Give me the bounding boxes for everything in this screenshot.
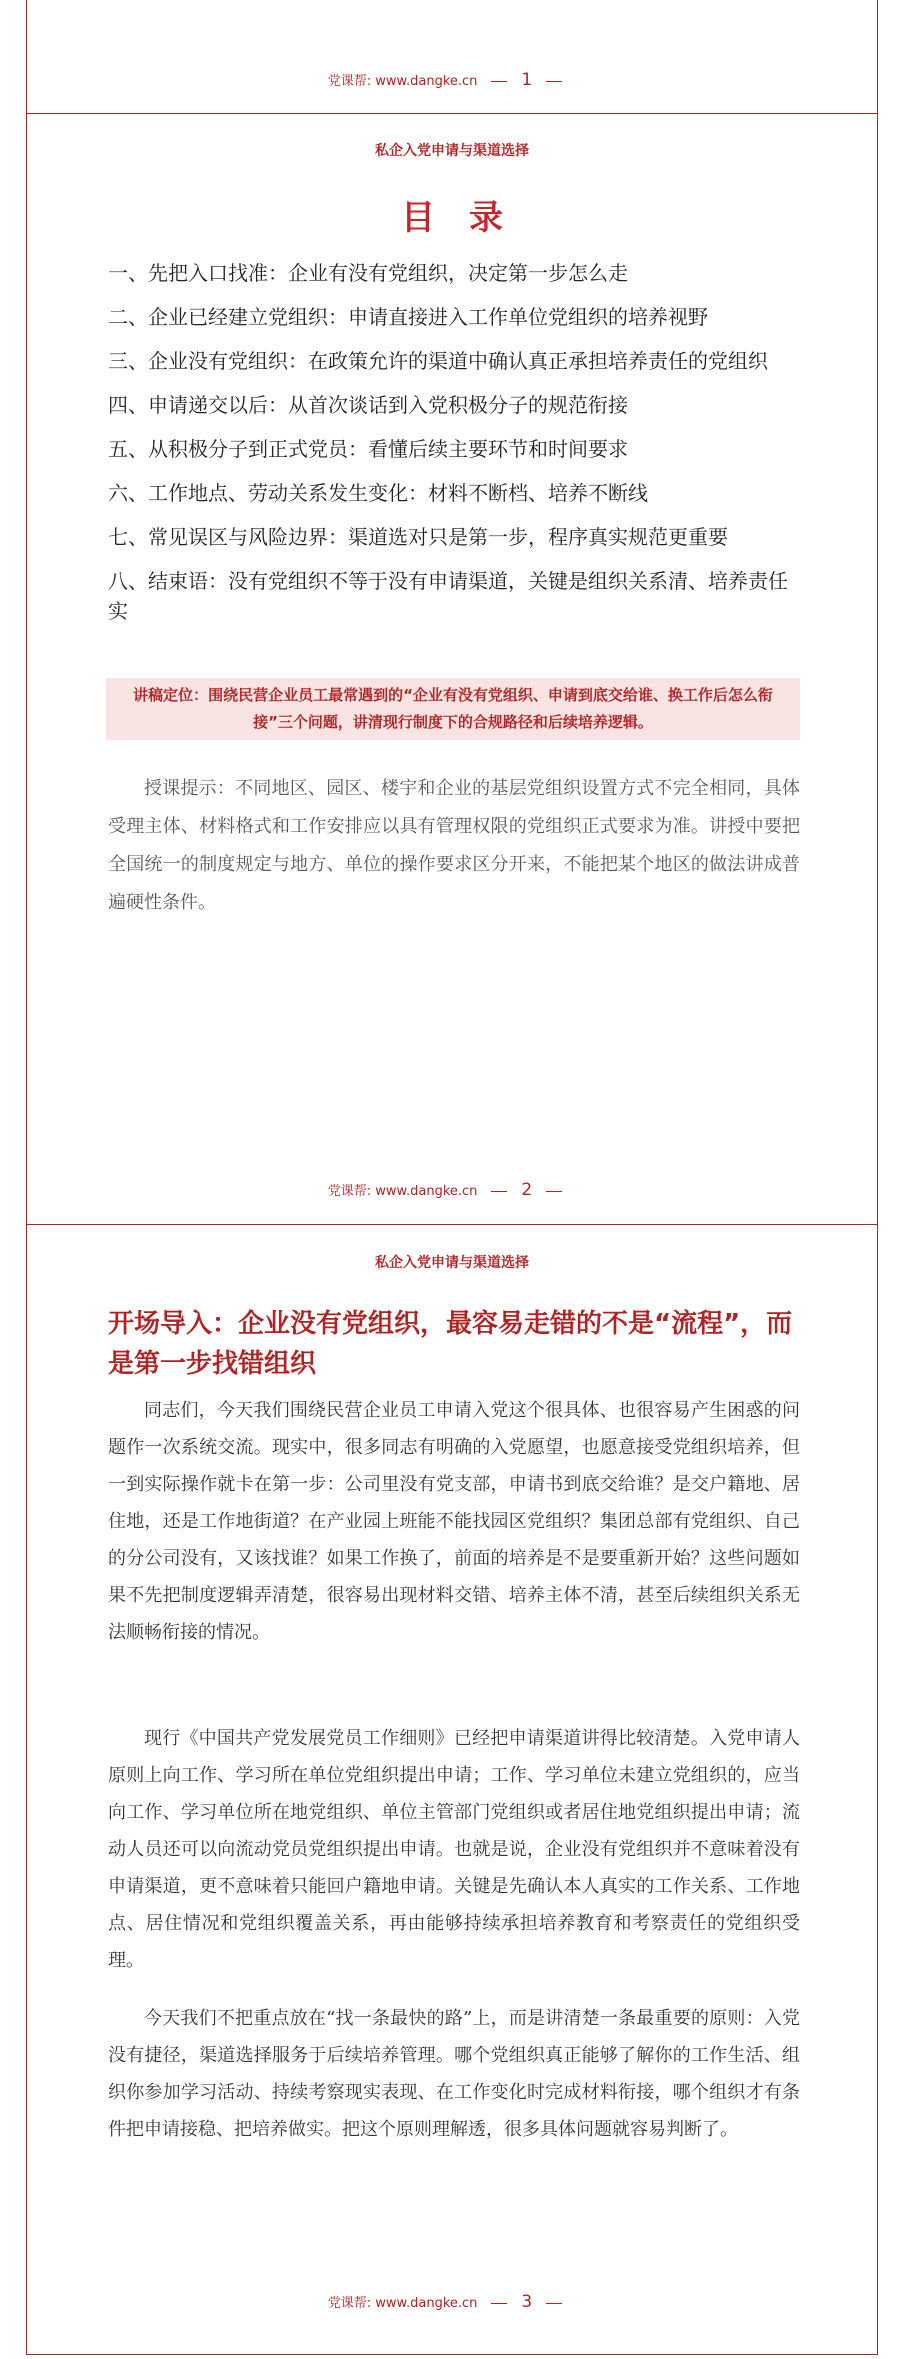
footer-dash [546, 1191, 562, 1192]
footer-dash [546, 81, 562, 82]
page-header: 私企入党申请与渠道选择 [375, 1255, 529, 1271]
page-footer-2 [26, 1180, 878, 1200]
paragraph: 现行《中国共产党发展党员工作细则》已经把申请渠道讲得比较清楚。入党申请人原则上向工作、学习所在单位党组织提出申请；工作、学习单位未建立党组织的，应当向工作、学习单位所在地党组织、单位主管部门党组织或者居住地党组织提出申请；流动人员还可以向流动党员党组织提出申请。也就是说，企业没有党组织并不意味着没有申请渠道，更不意味着只能回户籍地申请。关键是先确认本人真实的工作关系、工作地点、居住情况和党组织覆盖关系，再由能够持续承担培养教育和考察责任的党组织受理。 [108, 1728, 800, 1971]
toc-item: 四、申请递交以后：从首次谈话到入党积极分子的规范衔接 [108, 393, 628, 417]
toc-item: 八、结束语：没有党组织不等于没有申请渠道，关键是组织关系清、培养责任实 [108, 569, 788, 623]
positioning-box [106, 678, 800, 740]
paragraph: 今天我们不把重点放在“找一条最快的路”上，而是讲清楚一条最重要的原则：入党没有捷径，渠道选择服务于后续培养管理。哪个党组织真正能够了解你的工作生活、组织你参加学习活动、持续考察现实表现、在工作变化时完成材料衔接，哪个组织才有条件把申请接稳、把培养做实。把这个原则理解透，很多具体问题就容易判断了。 [108, 2008, 800, 2140]
toc-item: 一、先把入口找准：企业有没有党组织，决定第一步怎么走 [108, 261, 628, 285]
page-footer-3 [26, 2292, 878, 2312]
toc-item: 七、常见误区与风险边界：渠道选对只是第一步，程序真实规范更重要 [108, 525, 728, 549]
paragraph: 同志们，今天我们围绕民营企业员工申请入党这个很具体、也很容易产生困惑的问题作一次系统交流。现实中，很多同志有明确的入党愿望，也愿意接受党组织培养，但一到实际操作就卡在第一步：公司里没有党支部，申请书到底交给谁？是交户籍地、居住地，还是工作地街道？在产业园上班能不能找园区党组织？集团总部有党组织、自己的分公司没有，又该找谁？如果工作换了，前面的培养是不是要重新开始？这些问题如果不先把制度逻辑弄清楚，很容易出现材料交错、培养主体不清，甚至后续组织关系无法顺畅衔接的情况。 [108, 1400, 800, 1643]
footer-site: 党课帮: www.dangke.cn [327, 74, 478, 89]
toc-item: 五、从积极分子到正式党员：看懂后续主要环节和时间要求 [108, 437, 628, 461]
toc-title: 目录 [401, 198, 537, 238]
footer-dash [546, 2303, 562, 2304]
teaching-tip: 授课提示：不同地区、园区、楼宇和企业的基层党组织设置方式不完全相同，具体受理主体、材料格式和工作安排应以具有管理权限的党组织正式要求为准。讲授中要把全国统一的制度规定与地方、单位的操作要求区分开来，不能把某个地区的做法讲成普遍硬性条件。 [108, 778, 800, 913]
table-of-contents [108, 258, 800, 640]
footer-dash [491, 1191, 507, 1192]
footer-page-number: 3 [521, 2292, 533, 2312]
positioning-text: 围绕民营企业员工最常遇到的“企业有没有党组织、申请到底交给谁、换工作后怎么衔接”三个问题，讲清现行制度下的合规路径和后续培养逻辑。 [208, 686, 773, 731]
page-divider [26, 113, 878, 114]
page-header: 私企入党申请与渠道选择 [375, 143, 529, 159]
toc-item: 六、工作地点、劳动关系发生变化：材料不断档、培养不断线 [108, 481, 648, 505]
footer-page-number: 1 [521, 70, 533, 90]
footer-page-number: 2 [521, 1180, 533, 1200]
toc-item: 二、企业已经建立党组织：申请直接进入工作单位党组织的培养视野 [108, 305, 708, 329]
footer-site: 党课帮: www.dangke.cn [327, 2296, 478, 2311]
positioning-label: 讲稿定位： [133, 686, 209, 704]
footer-dash [491, 2303, 507, 2304]
footer-dash [491, 81, 507, 82]
page-divider [26, 1224, 878, 1225]
toc-item: 三、企业没有党组织：在政策允许的渠道中确认真正承担培养责任的党组织 [108, 349, 768, 373]
footer-site: 党课帮: www.dangke.cn [327, 1184, 478, 1199]
page-footer-1 [26, 70, 878, 90]
section-title: 开场导入：企业没有党组织，最容易走错的不是“流程”，而是第一步找错组织 [108, 1309, 793, 1379]
